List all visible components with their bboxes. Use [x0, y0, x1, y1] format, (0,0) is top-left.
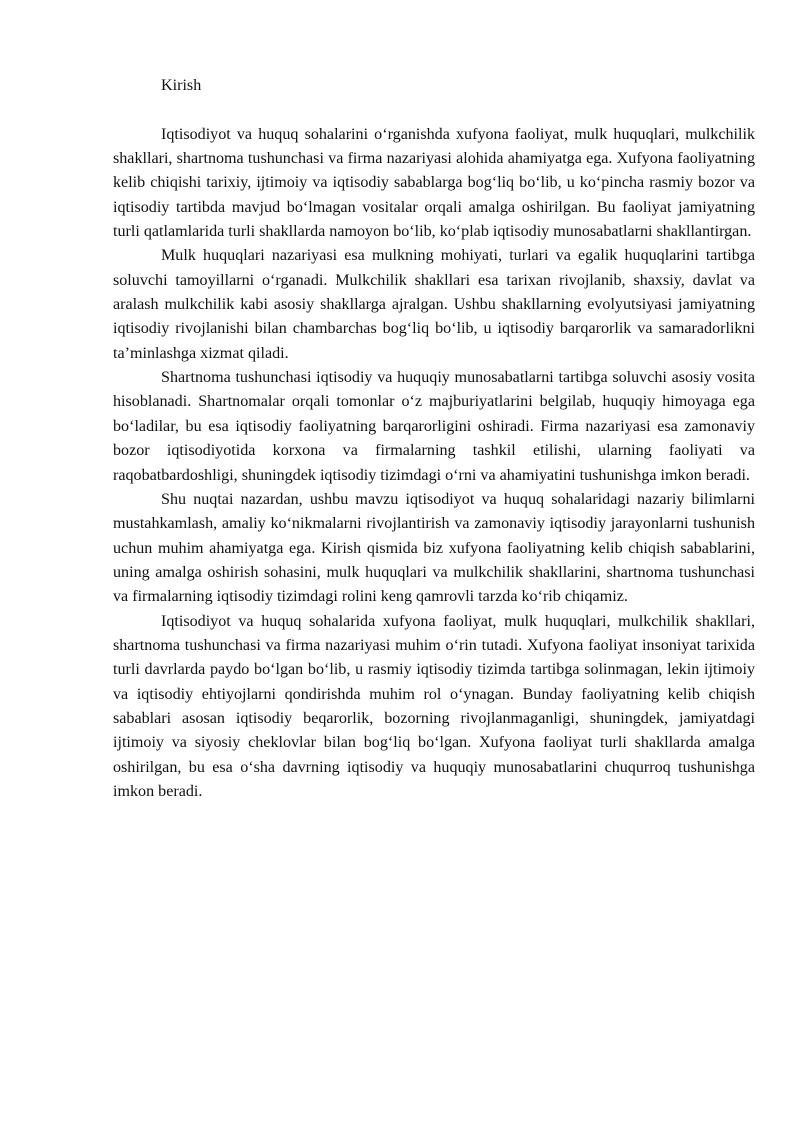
blank-line — [113, 98, 755, 122]
paragraph-3: Shartnoma tushunchasi iqtisodiy va huquqiy munosabatlarni tartibga soluvchi asosiy vosita hisoblanadi. Shartnomalar orqali tomonlar o‘z majburiyatlarini belgilab, huquqiy himoyaga ega bo‘ladilar, bu esa iqtisodiy faoliyatning barqarorligini oshiradi. Firma nazariyasi esa zamonaviy bozor iqtisodiyotida korxona va firmalarning tashkil etilishi, ularning faoliyati va raqobatbardoshligi, shuningdek iqtisodiy tizimdagi o‘rni va ahamiyatini tushunishga imkon beradi. — [113, 369, 755, 484]
paragraph-2: Mulk huquqlari nazariyasi esa mulkning mohiyati, turlari va egalik huquqlarini tartibga soluvchi tamoyillarni o‘rganadi. Mulkchilik shakllari esa tarixan rivojlanib, shaxsiy, davlat va aralash mulkchilik kabi asosiy shakllarga ajralgan. Ushbu shakllarning evolyutsiyasi jamiyatning iqtisodiy rivojlanishi bilan chambarchas bog‘liq bo‘lib, u iqtisodiy barqarorlik va samaradorlikni ta’minlashga xizmat qiladi. — [113, 247, 755, 362]
paragraph-1: Iqtisodiyot va huquq sohalarini o‘rganishda xufyona faoliyat, mulk huquqlari, mulkchilik shakllari, shartnoma tushunchasi va firma nazariyasi alohida ahamiyatga ega. Xufyona faoliyatning kelib chiqishi tarixiy, ijtimoiy va iqtisodiy sabablarga bog‘liq bo‘lib, u ko‘pincha rasmiy bozor va iqtisodiy tartibda mavjud bo‘lmagan vositalar orqali amalga oshirilgan. Bu faoliyat jamiyatning turli qatlamlarida turli shakllarda namoyon bo‘lib, ko‘plab iqtisodiy munosabatlarni shakllantirgan. — [113, 125, 755, 241]
paragraph-4: Shu nuqtai nazardan, ushbu mavzu iqtisodiyot va huquq sohalaridagi nazariy bilimlarni mustahkamlash, amaliy ko‘nikmalarni rivojlantirish va zamonaviy iqtisodiy jarayonlarni tushunish uchun muhim ahamiyatga ega. Kirish qismida biz xufyona faoliyatning kelib chiqish sabablarini, uning amalga oshirish sohasini, mulk huquqlari va mulkchilik shakllarini, shartnoma tushunchasi va firmalarning iqtisodiy tizimdagi rolini keng qamrovli tarzda ko‘rib chiqamiz. — [113, 490, 755, 606]
document-body — [113, 74, 755, 804]
section-heading: Kirish — [161, 77, 202, 94]
paragraph-5: Iqtisodiyot va huquq sohalarida xufyona faoliyat, mulk huquqlari, mulkchilik shakllari, shartnoma tushunchasi va firma nazariyasi muhim o‘rin tutadi. Xufyona faoliyat insoniyat tarixida turli davrlarda paydo bo‘lgan bo‘lib, u rasmiy iqtisodiy tizimda tartibga solinmagan, lekin ijtimoiy va iqtisodiy ehtiyojlarni qondirishda muhim rol o‘ynagan. Bunday faoliyatning kelib chiqish sabablari asosan iqtisodiy beqarorlik, bozorning rivojlanmaganligi, shuningdek, jamiyatdagi ijtimoiy va siyosiy cheklovlar bilan bog‘liq bo‘lgan. Xufyona faoliyat turli shakllarda amalga oshirilgan, bu esa o‘sha davrning iqtisodiy va huquqiy munosabatlarini chuqurroq tushunishga imkon beradi. — [113, 612, 755, 800]
